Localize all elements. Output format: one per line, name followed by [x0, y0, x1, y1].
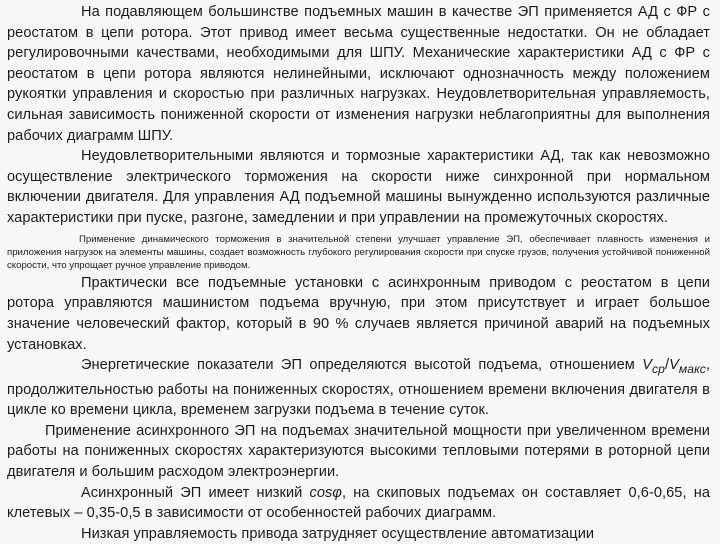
paragraph-3-small: Применение динамического торможения в значительной степени улучшает управление ЭП, обеспечивает плавность изменения и приложения нагрузок на элементы машины, создает возможность глубокого регулирования скорости при спуске грузов, получения устойчивой пониженной скорости, что упрощает ручное управление приводом.	[7, 233, 710, 272]
paragraph-5: Энергетические показатели ЭП определяются высотой подъема, отношением $V_{ср}/V_{макс}$, продолжительностью работы на пониженных скоростях, отношением времени включения двигателя в цикле ко времени цикла, временем загрузки подъема в течение суток.	[7, 357, 710, 419]
paragraph-4: Практически все подъемные установки с асинхронным приводом с реостатом в цепи ротора управляются машинистом подъема вручную, при этом присутствует и играет большое значение человеческий фактор, который в 90 % случаев является причиной аварий на подъемных установках.	[7, 274, 710, 353]
p5-end: , продолжительностью работы на пониженных скоростях, отношением времени включения двигателя в цикле ко времени цикла, временем загрузки подъема в течение суток.	[7, 357, 710, 419]
p5-start: Энергетические показатели ЭП определяются высотой подъема, отношением	[81, 357, 643, 374]
paragraph-2: Неудовлетворительными являются и тормозные характеристики АД, так как невозможно осуществление электрического торможения на скорости ниже синхронной при нормальном включении двигателя. Для управления АД подъемной машины вынужденно используются различные характеристики при пуске, разгоне, замедлении и при управлении на промежуточных скоростях.	[7, 148, 710, 226]
paragraph-1: На подавляющем большинстве подъемных машин в качестве ЭП применяется АД с ФР с реостатом в цепи ротора. Этот привод имеет весьма существенные недостатки. Он не обладает регулировочными качествами, необходимыми для ШПУ. Механические характеристики АД с ФР с реостатом в цепи ротора являются нелинейными, исключают однозначность между положением рукоятки управления и скоростью при различных нагрузках. Неудовлетворительная управляемость, сильная зависимость пониженной скорости от изменения нагрузки неблагоприятны для выполнения рабочих диаграмм ШПУ.	[7, 4, 710, 144]
paragraph-7: Асинхронный ЭП имеет низкий cosφ, на скиповых подъемах он составляет 0,6-0,65, на клетевых – 0,35-0,5 в зависимости от особенностей рабочих диаграмм.	[7, 484, 710, 522]
cos-phi: cosφ	[309, 484, 342, 501]
paragraph-8: Низкая управляемость привода затрудняет осуществление автоматизации	[81, 525, 595, 542]
v-max: $V_{макс}$	[669, 357, 706, 377]
paragraph-6: Применение асинхронного ЭП на подъемах значительной мощности при увеличенном времени работы на пониженных скоростях характеризуются высокими тепловыми потерями в роторной цепи двигателя и большим расходом электроэнергии.	[7, 422, 710, 480]
v-sr: $V_{ср}$	[642, 357, 665, 377]
